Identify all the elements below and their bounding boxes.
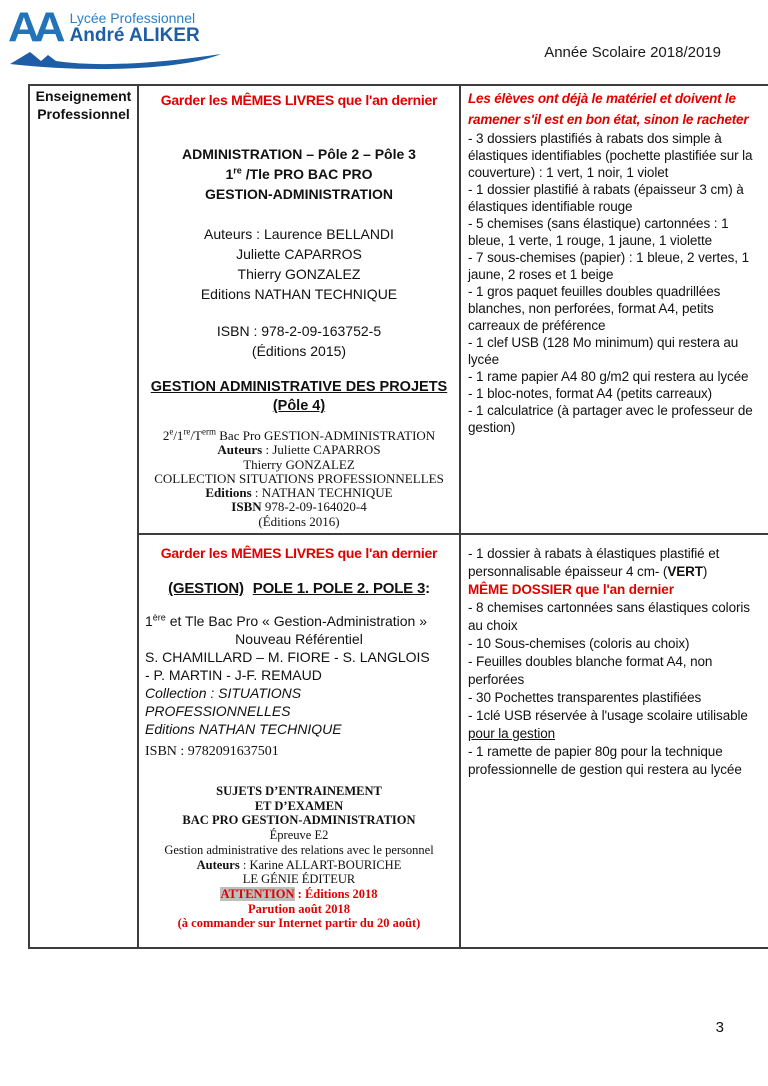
level-sup: re [183, 426, 191, 437]
keep-books-notice: Garder les MÊMES LIVRES que l'an dernier [160, 545, 438, 562]
admin-authors-block [145, 224, 453, 304]
supply-item [468, 545, 764, 581]
level-part: /T [190, 428, 202, 443]
book-referentiel: Nouveau Référentiel [235, 631, 363, 648]
authors-value: : Juliette CAPARROS [262, 442, 381, 458]
book-collection: PROFESSIONNELLES [145, 703, 291, 720]
book-author [145, 858, 453, 873]
same-folder-notice: MÊME DOSSIER que l'an dernier [468, 582, 674, 598]
gestion-book-details [145, 612, 453, 738]
supply-item: - 10 Sous-chemises (coloris au choix) [468, 636, 690, 652]
level-part: /1 [173, 428, 184, 443]
book-isbn: ISBN : 978-2-09-163752-5 [216, 323, 382, 339]
exam-subtitle: Épreuve E2 [269, 828, 329, 843]
supplies-list [468, 545, 764, 779]
book-publisher: LE GÉNIE ÉDITEUR [242, 872, 356, 887]
book-author: S. CHAMILLARD – M. FIORE - S. LANGLOIS [145, 649, 430, 666]
supplies-table [28, 84, 768, 949]
category-cell [29, 85, 138, 948]
supply-item: - 1 gros paquet feuilles doubles quadrillées blanches, non perforées, format A4, petits carreaux de préférence [468, 284, 721, 333]
supply-item: - 1clé USB réservée à l'usage scolaire utilisable [468, 708, 748, 724]
level-rest: et Tle Bac Pro « Gestion-Administration » [165, 613, 428, 630]
book-title-line2: GESTION-ADMINISTRATION [205, 186, 393, 202]
book-edition-year: (Éditions 2016) [258, 513, 340, 529]
editions-value: : NATHAN TECHNIQUE [251, 485, 393, 501]
supplies-notice: Les élèves ont déjà le matériel et doivent le ramener s'il est en bon état, sinon le racheter [468, 91, 749, 127]
supply-item: - 1 ramette de papier 80g pour la technique professionnelle de gestion qui restera au lycée [468, 744, 742, 778]
school-logo [8, 4, 240, 78]
isbn-label: ISBN [231, 499, 262, 515]
supply-item: - 3 dossiers plastifiés à rabats dos simple à élastiques identifiables (pochette plastifiée sur la couverture) : 1 vert, 1 noir, 1 violet [468, 131, 753, 180]
heading-poles: POLE 1. POLE 2. POLE 3 [252, 580, 426, 598]
category-label-line2: Professionnel [37, 106, 130, 122]
projects-book-details [145, 426, 453, 529]
authors-label: Auteurs [196, 857, 240, 872]
book-author [145, 443, 453, 457]
book-edition-year: (Éditions 2015) [251, 343, 347, 359]
level-part: 2 [162, 428, 170, 443]
row2-books-cell [138, 534, 460, 948]
logo-monogram: AA [8, 4, 60, 51]
attention-line [145, 887, 453, 902]
row1-supplies-cell [460, 85, 768, 534]
book-author: Thierry GONZALEZ [243, 456, 355, 472]
book-isbn [145, 500, 453, 514]
item-text: ) [702, 564, 708, 580]
level-base: 1 [145, 613, 153, 630]
supply-item: - 1 dossier plastifié à rabats (épaisseur 3 cm) à élastiques identifiable rouge [468, 182, 744, 214]
gestion-poles-heading [145, 580, 453, 597]
keep-books-notice: Garder les MÊMES LIVRES que l'an dernier [160, 92, 438, 108]
book-collection: COLLECTION SITUATIONS PROFESSIONNELLES [154, 470, 444, 486]
order-line: (à commander sur Internet partir du 20 août) [177, 916, 421, 931]
isbn-value: 978-2-09-164020-4 [261, 499, 367, 515]
row1-books-cell [138, 85, 460, 534]
level-part: Bac Pro GESTION-ADMINISTRATION [216, 428, 436, 443]
book-title: ET D’EXAMEN [254, 798, 344, 813]
book-author: Thierry GONZALEZ [237, 266, 361, 282]
supply-item: - 30 Pochettes transparentes plastifiées [468, 690, 702, 706]
book-title: GESTION ADMINISTRATIVE DES PROJETS [150, 379, 448, 395]
admin-isbn-block [145, 321, 453, 361]
supply-item: - 8 chemises cartonnées sans élastiques coloris au choix [468, 600, 750, 634]
book-author: - P. MARTIN - J-F. REMAUD [145, 667, 322, 684]
book-title: ADMINISTRATION – Pôle 2 – Pôle 3 [182, 146, 416, 162]
row2-supplies-cell [460, 534, 768, 948]
supply-item: - 7 sous-chemises (papier) : 1 bleue, 2 vertes, 1 jaune, 2 roses et 1 beige [468, 250, 749, 282]
level-sup: ère [152, 612, 166, 623]
release-line: Parution août 2018 [247, 901, 351, 916]
supply-item: - 1 calculatrice (à partager avec le professeur de gestion) [468, 403, 753, 435]
category-label-line1: Enseignement [35, 88, 132, 104]
level-sup: re [233, 165, 242, 176]
exam-book-block [145, 784, 453, 931]
book-publisher [145, 486, 453, 500]
book-level [145, 164, 453, 184]
admin-book-title-block [145, 144, 453, 204]
item-text: - 1 dossier à rabats à élastiques plastifié et personnalisable épaisseur 4 cm- ( [468, 546, 720, 580]
item-color-bold: VERT [667, 564, 703, 580]
book-level [145, 426, 453, 443]
school-year-label: Année Scolaire 2018/2019 [544, 44, 721, 61]
logo-school-type: Lycée Professionnel [69, 10, 196, 26]
heading-colon: : [425, 580, 430, 598]
authors-value: : Karine ALLART-BOURICHE [239, 857, 402, 872]
book-title: BAC PRO GESTION-ADMINISTRATION [182, 813, 416, 828]
supplies-list [468, 130, 764, 436]
book-level [145, 612, 453, 630]
supply-item: - 1 clef USB (128 Mo minimum) qui restera au lycée [468, 335, 739, 367]
book-collection: Collection : SITUATIONS [145, 685, 302, 702]
book-author: Auteurs : Laurence BELLANDI [204, 226, 394, 242]
page-number: 3 [715, 1019, 724, 1036]
logo-school-name: André ALIKER [69, 25, 200, 46]
supply-item-underlined: pour la gestion [468, 726, 556, 742]
book-isbn: ISBN : 9782091637501 [145, 744, 279, 760]
supply-item: - 5 chemises (sans élastique) cartonnées : 1 bleue, 1 verte, 1 rouge, 1 jaune, 1 violette [468, 216, 729, 248]
supply-item: - Feuilles doubles blanche format A4, non perforées [468, 654, 713, 688]
level-sup: e [169, 426, 174, 437]
level-base: 1 [225, 166, 234, 182]
projects-book-title [145, 378, 453, 416]
heading-gestion: (GESTION) [168, 580, 244, 598]
level-sup: erm [202, 426, 216, 437]
book-publisher: Editions NATHAN TECHNIQUE [200, 286, 398, 302]
exam-description: Gestion administrative des relations avec le personnel [164, 842, 434, 857]
logo-wave-icon [8, 49, 240, 78]
supply-item: - 1 bloc-notes, format A4 (petits carreaux) [468, 386, 713, 401]
book-subtitle: (Pôle 4) [272, 398, 326, 414]
book-author: Juliette CAPARROS [236, 246, 362, 262]
book-title: SUJETS D’ENTRAINEMENT [216, 784, 382, 799]
editions-label: Editions [205, 485, 252, 501]
authors-label: Auteurs [217, 442, 263, 458]
attention-rest: : Éditions 2018 [294, 887, 378, 901]
book-publisher: Editions NATHAN TECHNIQUE [145, 721, 342, 738]
supply-item: - 1 rame papier A4 80 g/m2 qui restera au lycée [468, 369, 749, 384]
level-rest: /Tle PRO BAC PRO [241, 166, 373, 182]
attention-label: ATTENTION [220, 887, 295, 901]
